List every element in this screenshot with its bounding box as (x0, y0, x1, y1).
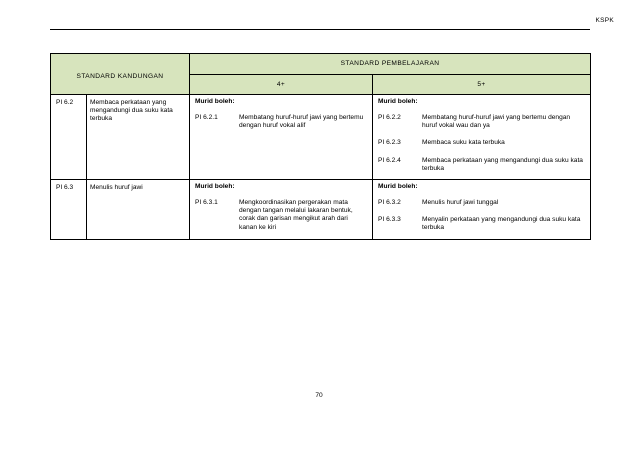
list-item (378, 199, 584, 207)
list-item (195, 114, 366, 130)
item-code: PI 6.2.4 (378, 156, 401, 164)
header-level-4: 4+ (190, 75, 373, 95)
level-title: Murid boleh: (378, 183, 418, 191)
header-rule (50, 29, 590, 30)
item-text: Membaca perkataan yang mengandungi dua suku kata terbuka (422, 156, 583, 172)
content-code: PI 6.3 (51, 180, 87, 240)
item-text: Mengkoordinasikan pergerakan mata dengan tangan melalui lakaran bentuk, corak dan garisan mengikut arah dari kanan ke kiri (239, 199, 353, 231)
item-text: Menulis huruf jawi tunggal (422, 199, 499, 207)
item-code: PI 6.3.2 (378, 199, 401, 207)
table-row (51, 180, 591, 240)
item-code: PI 6.2.1 (195, 114, 218, 121)
content-description: Menulis huruf jawi (87, 180, 190, 240)
item-code: PI 6.2.3 (378, 139, 401, 147)
level-4-cell (190, 95, 373, 180)
list-item (378, 157, 584, 173)
list-item (378, 114, 584, 130)
level-4-cell (190, 180, 373, 240)
header-level-5: 5+ (373, 75, 591, 95)
item-code: PI 6.3.1 (195, 199, 218, 207)
item-text: Membatang huruf-huruf jawi yang bertemu dengan huruf vokal wau dan ya (422, 114, 571, 130)
list-item (378, 216, 584, 232)
level-5-cell (373, 95, 591, 180)
item-code: PI 6.3.3 (378, 216, 401, 224)
level-title: Murid boleh: (195, 183, 235, 191)
header-standard-kandungan: STANDARD KANDUNGAN (51, 54, 190, 95)
level-title: Murid boleh: (378, 98, 418, 105)
header-standard-pembelajaran: STANDARD PEMBELAJARAN (190, 54, 591, 75)
standards-table (50, 53, 591, 240)
list-item (195, 199, 366, 232)
item-text: Menyalin perkataan yang mengandungi dua suku kata terbuka (422, 216, 581, 232)
item-code: PI 6.2.2 (378, 114, 401, 121)
document-header-tag: KSPK (595, 17, 614, 24)
table-row (51, 95, 591, 180)
level-title: Murid boleh: (195, 98, 235, 105)
page-number: 70 (315, 392, 323, 399)
list-item (378, 139, 584, 147)
content-description: Membaca perkataan yang mengandungi dua suku kata terbuka (87, 95, 190, 180)
item-text: Membatang huruf-huruf jawi yang bertemu dengan huruf vokal alif (239, 114, 364, 130)
item-text: Membaca suku kata terbuka (422, 139, 505, 147)
content-code: PI 6.2 (51, 95, 87, 180)
level-5-cell (373, 180, 591, 240)
